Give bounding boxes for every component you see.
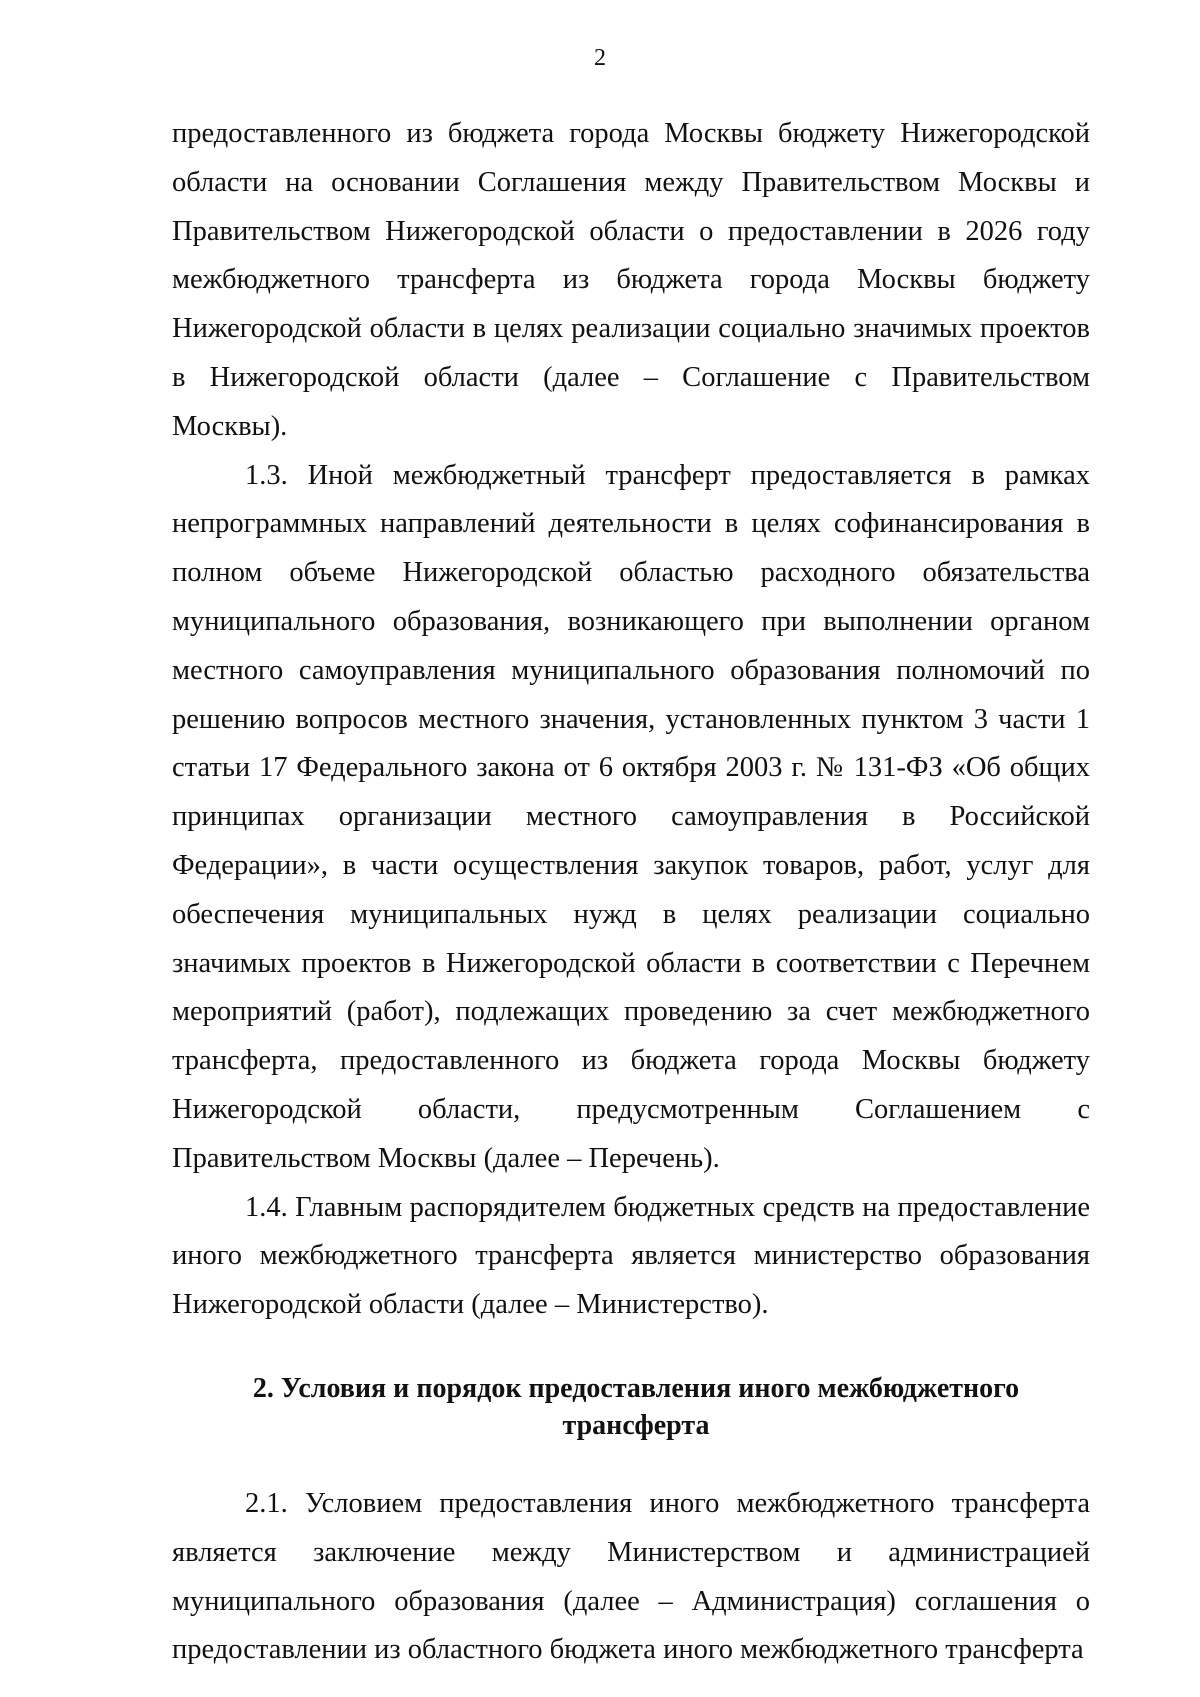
paragraph-1-4: 1.4. Главным распорядителем бюджетных средств на предоставление иного межбюджетного трансферта является министерство образования Нижегородской области (далее – Министерство). [172, 1191, 1090, 1321]
section-heading-line-1: 2. Условия и порядок предоставления иного межбюджетного [252, 1372, 1020, 1404]
paragraph-2-1: 2.1. Условием предоставления иного межбюджетного трансферта является заключение между Министерством и администрацией муниципального образования (далее – Администрация) соглашения о предоставлении из областного бюджета иного межбюджетного трансферта [172, 1487, 1090, 1666]
page-number: 2 [594, 45, 606, 71]
paragraph-1-3: 1.3. Иной межбюджетный трансферт предоставляется в рамках непрограммных направлений деятельности в целях софинансирования в полном объеме Нижегородской областью расходного обязательства муниципального образования, возникающего при выполнении органом местного самоуправления муниципального образования полномочий по решению вопросов местного значения, установленных пунктом 3 части 1 статьи 17 Федерального закона от 6 октября 2003 г. № 131-ФЗ «Об общих принципах организации местного самоуправления в Российской Федерации», в части осуществления закупок товаров, работ, услуг для обеспечения муниципальных нужд в целях реализации социально значимых проектов в Нижегородской области в соответствии с Перечнем мероприятий (работ), подлежащих проведению за счет межбюджетного трансферта, предоставленного из бюджета города Москвы бюджету Нижегородской области, предусмотренным Соглашением с Правительством Москвы (далее – Перечень). [172, 459, 1090, 1174]
section-heading-line-2: трансферта [562, 1409, 710, 1441]
document-body [172, 110, 1090, 1675]
section-heading [172, 1370, 1090, 1444]
paragraph-1-2-continuation: предоставленного из бюджета города Москвы бюджету Нижегородской области на основании Соглашения между Правительством Москвы и Правительством Нижегородской области о предоставлении в 2026 году межбюджетного трансферта из бюджета города Москвы бюджету Нижегородской области в целях реализации социально значимых проектов в Нижегородской области (далее – Соглашение с Правительством Москвы). [172, 118, 1090, 442]
